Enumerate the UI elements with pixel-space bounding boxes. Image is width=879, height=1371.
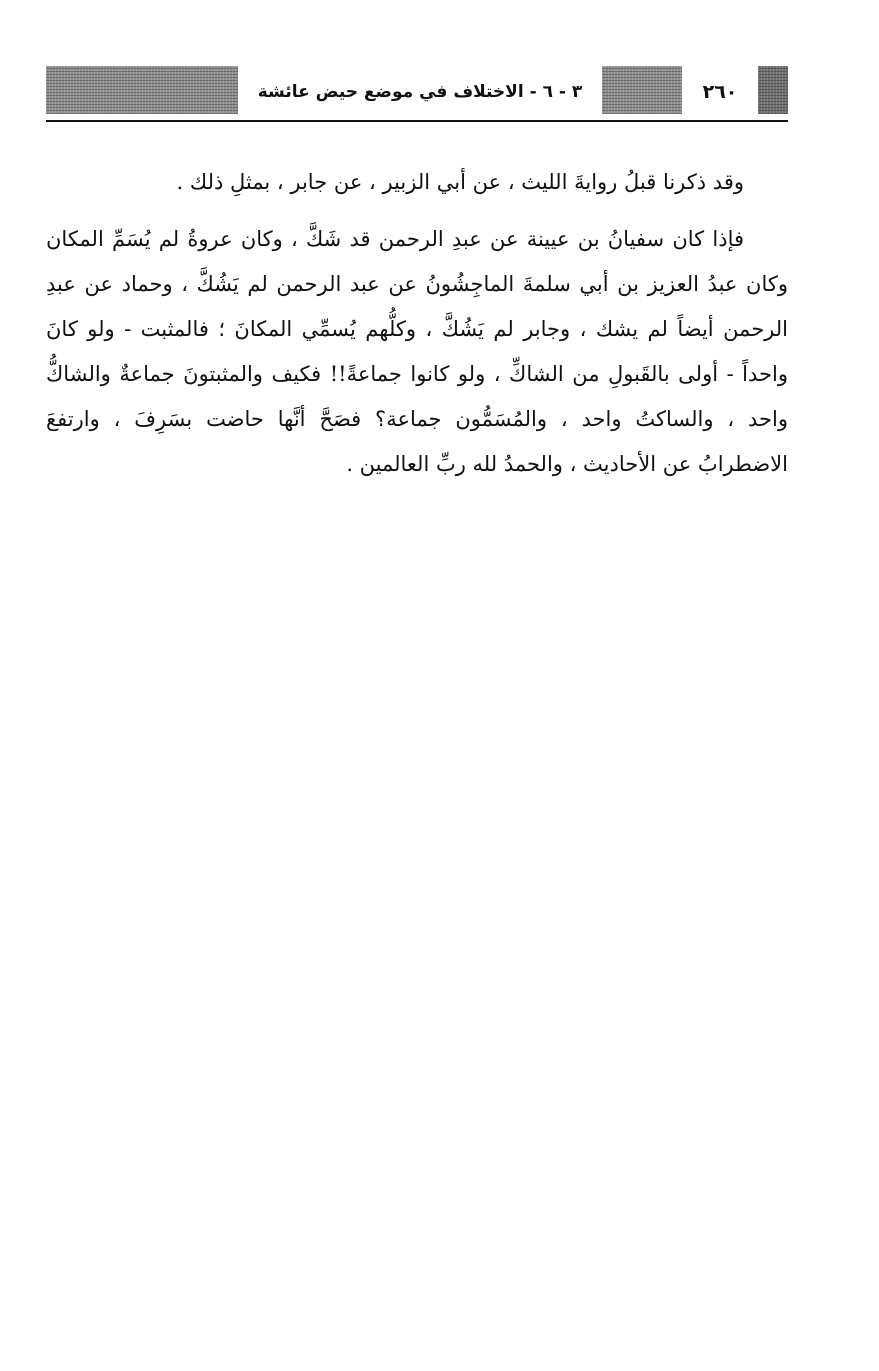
header-rule	[46, 120, 788, 122]
header-shade-right	[758, 66, 788, 114]
paragraph: وقد ذكرنا قبلُ روايةَ الليث ، عن أبي الزبير ، عن جابر ، بمثلِ ذلك .	[176, 170, 744, 194]
header-shade-left	[46, 66, 238, 114]
running-header	[46, 66, 788, 118]
section-title: ٣ - ٦ - الاختلاف في موضع حيض عائشة	[257, 82, 583, 102]
body-text	[46, 160, 788, 487]
page-number: ٢٦٠	[702, 81, 738, 103]
header-shade-middle	[602, 66, 682, 114]
paragraph: فإذا كان سفيانُ بن عيينة عن عبدِ الرحمن قد شَكَّ ، وكان عروةُ لم يُسَمِّ المكان وكان عبدُ العزيز بن أبي سلمةَ الماجِشُونُ عن عبد الرحمن لم يَشُكَّ ، وحماد عن عبدِ الرحمن أيضاً لم يشك ، وجابر لم يَشُكَّ ، وكلُّهم يُسمِّي المكانَ ؛ فالمثبت - ولو كانَ واحداً - أولى بالقَبولِ من الشاكِّ ، ولو كانوا جماعةً!! فكيف والمثبتونَ جماعةٌ والشاكُّ واحد ، والساكتُ واحد ، والمُسَمُّون جماعة؟ فصَحَّ أنَّها حاضت بسَرِفَ ، وارتفعَ الاضطرابُ عن الأحاديث ، والحمدُ لله ربِّ العالمين .	[46, 227, 788, 476]
